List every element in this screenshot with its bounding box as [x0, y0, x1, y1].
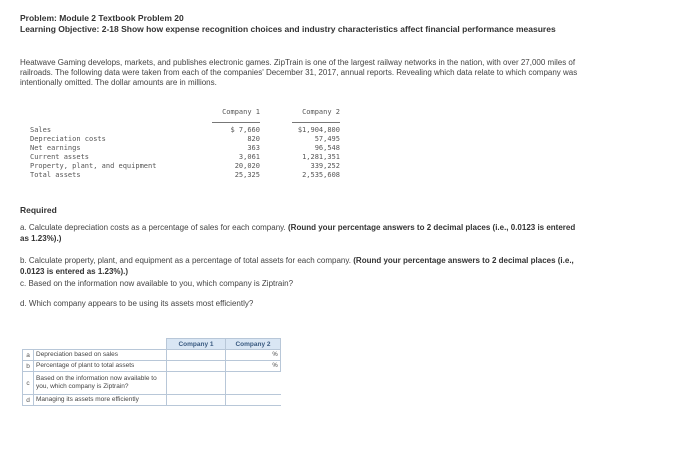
answer-col-company-1: Company 1 — [167, 339, 226, 350]
percent-symbol: % — [270, 350, 281, 361]
answer-c-company-2-input[interactable] — [226, 372, 281, 395]
answer-table-wrapper — [22, 338, 281, 406]
question-d: d. Which company appears to be using its assets most efficiently? — [20, 299, 254, 308]
col-header-company-1: Company 1 — [200, 108, 260, 126]
answer-row-c: c Based on the information now available to you, which company is Ziptrain? — [23, 372, 281, 395]
answer-b-company-1-input[interactable] — [167, 361, 226, 372]
data-row-net-earnings: Net earnings 363 96,548 — [30, 144, 340, 152]
financial-data-table — [30, 108, 340, 180]
answer-row-d: d Managing its assets more efficiently — [23, 395, 281, 406]
problem-intro: Heatwave Gaming develops, markets, and publishes electronic games. ZipTrain is one of the largest railway networks in the nation, with over 27,000 miles of railroads. The following data were taken from each of the companies' December 31, 2017, annual reports. Revealing which data relate to which company was intentionally omitted. The dollar amounts are in millions. — [20, 58, 578, 87]
data-row-current-assets: Current assets 3,061 1,281,351 — [30, 153, 340, 161]
question-b: b. Calculate property, plant, and equipment as a percentage of total assets for each company. (Round your percentage answers to 2 decimal places (i.e., 0.0123 is entered as 1.23%).) — [20, 256, 574, 276]
learning-objective: Learning Objective: 2-18 Show how expense recognition choices and industry characteristics affect financial performance measures — [20, 24, 556, 34]
problem-title: Problem: Module 2 Textbook Problem 20 — [20, 13, 184, 23]
answer-row-a: a Depreciation based on sales % — [23, 350, 281, 361]
data-row-sales: Sales $ 7,660 $1,904,800 — [30, 126, 340, 134]
question-c: c. Based on the information now available to you, which company is Ziptrain? — [20, 279, 294, 288]
col-header-company-2: Company 2 — [260, 108, 340, 126]
answer-header-row — [23, 339, 281, 350]
answer-table — [22, 338, 281, 406]
question-a: a. Calculate depreciation costs as a percentage of sales for each company. (Round your percentage answers to 2 decimal places (i.e., 0.0123 is entered as 1.23%).) — [20, 223, 576, 243]
data-row-depreciation: Depreciation costs 820 57,495 — [30, 135, 340, 143]
percent-symbol: % — [270, 361, 281, 372]
answer-d-company-2-input[interactable] — [226, 395, 281, 406]
answer-row-b: b Percentage of plant to total assets % — [23, 361, 281, 372]
required-heading: Required — [20, 205, 57, 215]
answer-a-company-2-input[interactable] — [226, 350, 271, 361]
answer-a-company-1-input[interactable] — [167, 350, 226, 361]
data-table-header-row — [30, 108, 340, 126]
answer-col-company-2: Company 2 — [226, 339, 281, 350]
answer-b-company-2-input[interactable] — [226, 361, 271, 372]
data-row-ppe: Property, plant, and equipment 20,020 339,252 — [30, 162, 340, 170]
data-row-total-assets: Total assets 25,325 2,535,608 — [30, 171, 340, 179]
answer-d-company-1-input[interactable] — [167, 395, 226, 406]
answer-c-company-1-input[interactable] — [167, 372, 226, 395]
